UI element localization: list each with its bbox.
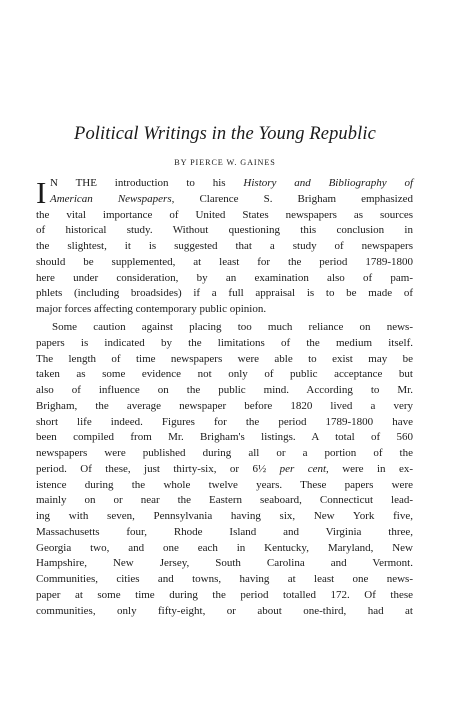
- text-line: The length of time newspapers were able to exist may be: [36, 352, 413, 365]
- paragraph-2: [36, 320, 413, 619]
- text-line: the slightest, it is suggested that a study of newspapers: [36, 240, 413, 252]
- text-line: Communities, cities and towns, having at least one news-: [36, 573, 413, 585]
- text-line: [36, 176, 413, 192]
- text-line: phlets (including broadsides) if a full appraisal is to be made of: [36, 287, 413, 300]
- text-line: Brigham, the average newspaper before 1820 lived a very: [36, 399, 413, 412]
- text-line: taken as some evidence not only of public acceptance but: [36, 368, 413, 381]
- text-line: short life indeed. Figures for the period 1789-1800 have: [36, 415, 413, 428]
- text-line: Hampshire, New Jersey, South Carolina and Vermont.: [36, 557, 413, 570]
- text-line: [36, 192, 413, 208]
- paragraph-1: [36, 176, 413, 318]
- text-line: major forces affecting contemporary public opinion.: [36, 303, 267, 315]
- text-span: Clarence S. Brigham emphasized: [174, 192, 414, 205]
- text-line: Georgia two, and one each in Kentucky, Maryland, New: [36, 541, 413, 554]
- book-title-italic: History and Bibliography of: [243, 177, 414, 189]
- text-line: the vital importance of United States newspapers as sources: [36, 208, 413, 221]
- text-line: istence during the whole twelve years. These papers were: [36, 478, 413, 491]
- text-line: Some caution against placing too much reliance on news-: [52, 321, 413, 333]
- drop-cap: I: [36, 175, 47, 210]
- text-line: Massachusetts four, Rhode Island and Virginia three,: [36, 525, 413, 538]
- text-line: been compiled from Mr. Brigham's listings. A total of 560: [36, 431, 413, 444]
- article-byline: BY PIERCE W. GAINES: [174, 158, 276, 167]
- italic-phrase: per cent,: [279, 462, 329, 475]
- text-line: here under consideration, by an examination also of pam-: [36, 271, 413, 284]
- book-title-italic: American Newspapers,: [50, 192, 175, 205]
- text-line: of historical study. Without questioning this conclusion in: [36, 224, 413, 237]
- text-line: should be supplemented, at least for the period 1789-1800: [36, 255, 413, 268]
- text-line: communities, only fifty-eight, or about one-third, had at: [36, 604, 413, 617]
- text-line: paper at some time during the period totalled 172. Of these: [36, 588, 413, 601]
- text-line: also of influence on the public mind. According to Mr.: [36, 384, 413, 396]
- text-line: newspapers were published during all or a portion of the: [36, 447, 413, 459]
- text-line: ing with seven, Pennsylvania having six, New York five,: [36, 510, 413, 522]
- article-title: Political Writings in the Young Republic: [74, 124, 376, 144]
- text-line: papers is indicated by the limitations of the medium itself.: [36, 336, 413, 349]
- text-line: mainly on or near the Eastern seaboard, Connecticut lead-: [36, 494, 413, 507]
- text-line: [36, 462, 413, 478]
- text-span: were in ex-: [328, 462, 414, 475]
- text-span: N THE introduction to his: [50, 177, 244, 189]
- text-span: period. Of these, just thirty-six, or 6½: [36, 462, 280, 475]
